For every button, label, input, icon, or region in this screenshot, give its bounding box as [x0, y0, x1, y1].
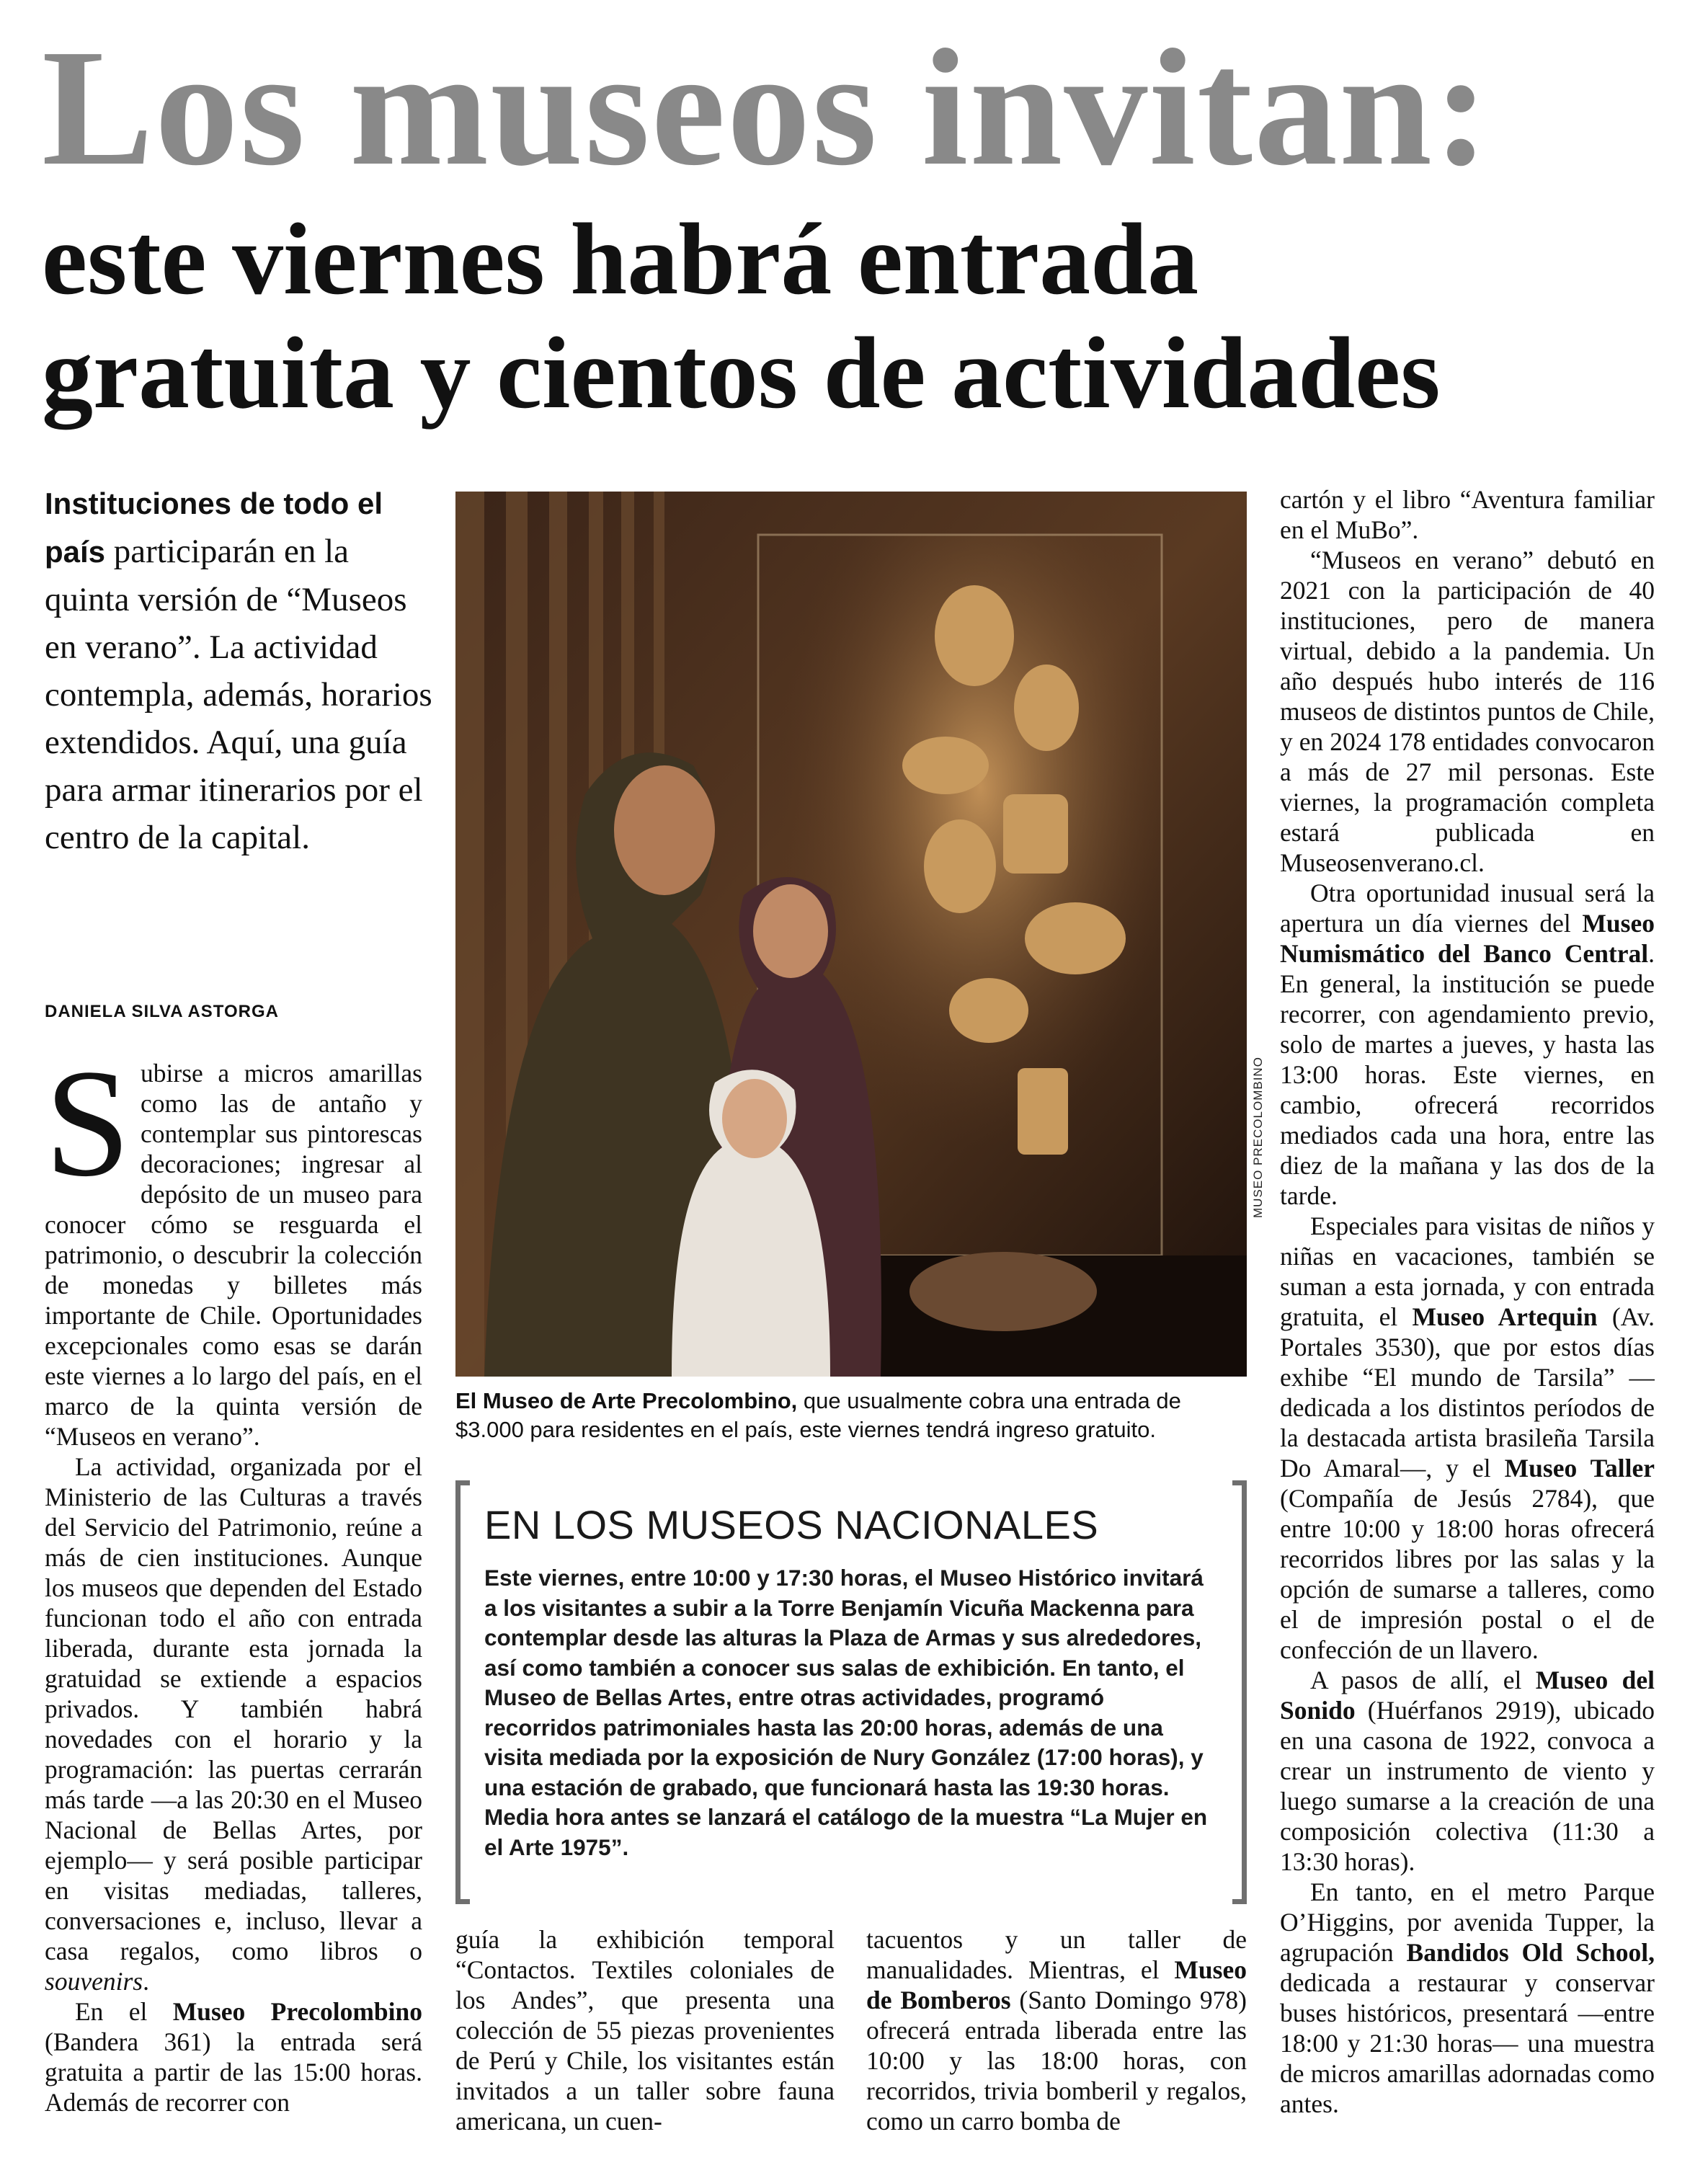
- body-paragraph: [1280, 878, 1655, 1211]
- lead-bold: Instituciones de todo el país: [45, 486, 383, 569]
- body-paragraph: [1280, 1665, 1655, 1877]
- body-paragraph: [1280, 545, 1655, 878]
- museum-name: Museo Artequin: [1412, 1302, 1598, 1331]
- body-text: (Av. Portales 3530), que por estos días exhibe “El mundo de Tarsila” —dedicada a los distintos períodos de la destacada artista brasileña Tarsila Do Amaral—, y el: [1280, 1302, 1655, 1483]
- body-text: dedicada a restaurar y conservar buses históricos, presentará —entre 18:00 y 21:30 horas— una muestra de micros amarillas adornadas como antes.: [1280, 1968, 1655, 2118]
- body-column-2: [455, 1924, 835, 2148]
- body-text: guía la exhibición temporal “Contactos. Textiles coloniales de los Andes”, que presenta una colección de 55 piezas provenientes de Perú y Chile, los visitantes están invitados a un taller sobre fauna americana, un cuen-: [455, 1925, 835, 2135]
- headline-main: Los museos invitan:: [42, 15, 1491, 200]
- box-text: Este viernes, entre 10:00 y 17:30 horas, el Museo Histórico invitará a los visitantes a subir a la Torre Benjamín Vicuña Mackenna para contemplar desde las alturas la Plaza de Armas y sus alrededores, así como también a conocer sus salas de exhibición. En tanto, el Museo de Bellas Artes, entre otras actividades, programó recorridos patrimoniales hasta las 20:00 horas, además de una visita mediada por la exposición de Nury González (17:00 horas), y una estación de grabado, que funcionará hasta las 19:30 horas. Media hora antes se lanzará el catálogo de la muestra “La Mujer en el Arte 1975”.: [484, 1565, 1208, 1860]
- body-column-3: [866, 1924, 1247, 2148]
- italic-word: souvenirs: [45, 1967, 143, 1996]
- body-text: (Bandera 361) la entrada será gratuita a partir de las 15:00 horas. Además de recorrer con: [45, 2027, 422, 2117]
- body-text: En el: [75, 1997, 173, 2026]
- museum-name: Museo de Bomberos: [866, 1955, 1247, 2014]
- body-paragraph: [1280, 1877, 1655, 2119]
- body-text: tacuentos y un taller de manualidades. Mientras, el: [866, 1925, 1247, 1984]
- photo-caption: [455, 1387, 1248, 1444]
- lead-paragraph: [45, 479, 434, 861]
- body-text: .: [143, 1967, 149, 1996]
- lead-text: participarán en la quinta versión de “Museos en verano”. La actividad contempla, además, horarios extendidos. Aquí, una guía para armar itinerarios por el centro de la capital.: [45, 533, 432, 856]
- byline: DANIELA SILVA ASTORGA: [45, 1002, 280, 1021]
- box-title: EN LOS MUSEOS NACIONALES: [484, 1502, 1099, 1547]
- body-paragraph-3: [45, 1996, 422, 2117]
- body-text: (Huérfanos 2919), ubicado en una casona de 1922, convoca a crear un instrumento de viento y luego sumarse a la creación de una composición colectiva (11:30 a 13:30 horas).: [1280, 1696, 1655, 1876]
- body-text: (Santo Domingo 978) ofrecerá entrada liberada entre las 10:00 y las 18:00 horas, con recorridos, trivia bomberil y regalos, como un carro bomba de: [866, 1986, 1247, 2135]
- body-text: Otra oportunidad inusual será la apertura un día viernes del: [1280, 879, 1655, 938]
- body-text: . En general, la institución se puede recorrer, con agendamiento previo, solo de martes a jueves, y hasta las 13:00 horas. Este viernes, en cambio, ofrecerá recorridos mediados cada una hora, entre las diez de la mañana y las dos de la tarde.: [1280, 939, 1655, 1210]
- sidebar-box: [455, 1480, 1247, 1904]
- body-text: cartón y el libro “Aventura familiar en el MuBo”.: [1280, 485, 1655, 544]
- museum-name: Museo Precolombino: [172, 1997, 422, 2026]
- body-text: En tanto, en el metro Parque O’Higgins, por avenida Tupper, la agrupación: [1280, 1877, 1655, 1967]
- body-paragraph-2: [45, 1452, 422, 1996]
- photo-credit: MUSEO PRECOLOMBINO: [1251, 1057, 1265, 1218]
- body-text: Especiales para visitas de niños y niñas en vacaciones, también se suman a esta jornada, y con entrada gratuita, el: [1280, 1212, 1655, 1331]
- body-paragraph-1: [45, 1058, 422, 1452]
- body-paragraph: [1280, 484, 1655, 545]
- headline-subtitle: este viernes habrá entrada gratuita y cientos de actividades: [42, 202, 1441, 430]
- box-bracket-right: [1232, 1480, 1247, 1904]
- museum-photo: [455, 492, 1247, 1377]
- body-column-1: [45, 1058, 422, 2146]
- drop-cap: S: [45, 1058, 131, 1209]
- body-paragraph: [455, 1924, 835, 2136]
- body-paragraph: [1280, 1211, 1655, 1665]
- box-bracket-left: [455, 1480, 470, 1904]
- body-text: ubirse a micros amarillas como las de antaño y contemplar sus pintorescas decoraciones; ingresar al depósito de un museo para conocer cómo se resguarda el patrimonio, o descubrir la colección de monedas y billetes más importante de Chile. Oportunidades excepcionales como esas se darán este viernes a lo largo del país, en el marco de la quinta versión de “Museos en verano”.: [45, 1059, 422, 1451]
- group-name: Bandidos Old School,: [1406, 1938, 1655, 1967]
- museum-name: Museo del Sonido: [1280, 1666, 1655, 1725]
- body-text: (Compañía de Jesús 2784), que entre 10:00 y 18:00 horas ofrecerá recorridos libres por las salas y la opción de sumarse a talleres, como el de impresión postal o el de confección de un llavero.: [1280, 1484, 1655, 1664]
- body-text: La actividad, organizada por el Ministerio de las Culturas a través del Servicio del Patrimonio, reúne a más de cien instituciones. Aunque los museos que dependen del Estado funcionan todo el año con entrada liberada, durante esta jornada la gratuidad se extiende a espacios privados. Y también habrá novedades con el horario y la programación: las puertas cerrarán más tarde —a las 20:30 en el Museo Nacional de Bellas Artes, por ejemplo— y será posible participar en visitas mediadas, talleres, conversaciones e, incluso, llevar a casa regalos, como libros o: [45, 1452, 422, 1965]
- body-text: “Museos en verano” debutó en 2021 con la participación de 40 instituciones, pero de manera virtual, debido a la pandemia. Un año después hubo interés de 116 museos de distintos puntos de Chile, y en 2024 178 entidades convocaron a más de 27 mil personas. Este viernes, la programación completa estará publicada en Museosenverano.cl.: [1280, 546, 1655, 877]
- caption-bold: El Museo de Arte Precolombino,: [455, 1388, 798, 1413]
- photo-illustration: [455, 492, 1247, 1377]
- body-paragraph: [866, 1924, 1247, 2136]
- body-column-4: [1280, 484, 1655, 2149]
- caption-text: que usualmente cobra una entrada de $3.000 para residentes en el país, este viernes tendrá ingreso gratuito.: [455, 1388, 1181, 1442]
- body-text: A pasos de allí, el: [1310, 1666, 1536, 1694]
- museum-name: Museo Taller: [1504, 1454, 1655, 1483]
- museum-name: Museo Numismático del Banco Central: [1280, 909, 1655, 968]
